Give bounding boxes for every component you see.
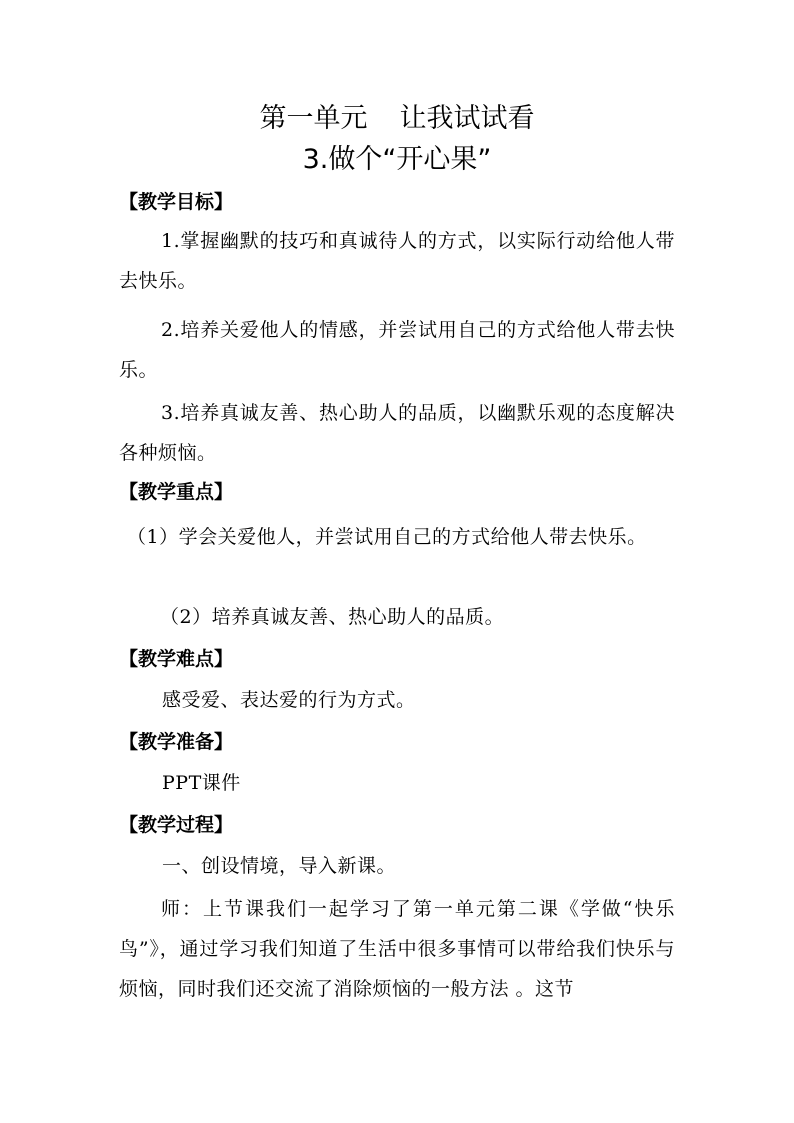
unit-label: 第一单元 <box>259 103 368 134</box>
objective-item-1: 1.掌握幽默的技巧和真诚待人的方式，以实际行动给他人带去快乐。 <box>119 230 675 292</box>
preparation-heading: 【教学准备】 <box>119 731 234 753</box>
key-point-item-2: （2）培养真诚友善、热心助人的品质。 <box>160 606 505 628</box>
process-heading: 【教学过程】 <box>119 814 234 836</box>
objective-item-2: 2.培养关爱他人的情感，并尝试用自己的方式给他人带去快乐。 <box>119 319 675 381</box>
preparation-text: PPT课件 <box>162 772 241 794</box>
objectives-heading: 【教学目标】 <box>119 191 234 213</box>
process-paragraph: 师：上节课我们一起学习了第一单元第二课《学做“快乐鸟”》，通过学习我们知道了生活中很多事情可以带给我们快乐与烦恼，同时我们还交流了消除烦恼的一般方法 。这节 <box>119 898 675 1000</box>
key-points-heading: 【教学重点】 <box>119 481 234 503</box>
unit-name: 让我试试看 <box>399 103 535 134</box>
lesson-title: 3.做个“开心果” <box>302 144 492 175</box>
difficulties-heading: 【教学难点】 <box>119 648 234 670</box>
difficulties-text: 感受爱、表达爱的行为方式。 <box>162 689 416 711</box>
unit-title <box>0 101 794 137</box>
objective-item-3: 3.培养真诚友善、热心助人的品质，以幽默乐观的态度解决各种烦恼。 <box>119 402 675 464</box>
process-step-1: 一、创设情境，导入新课。 <box>162 855 397 877</box>
key-point-item-1: （1）学会关爱他人，并尝试用自己的方式给他人带去快乐。 <box>127 526 647 548</box>
